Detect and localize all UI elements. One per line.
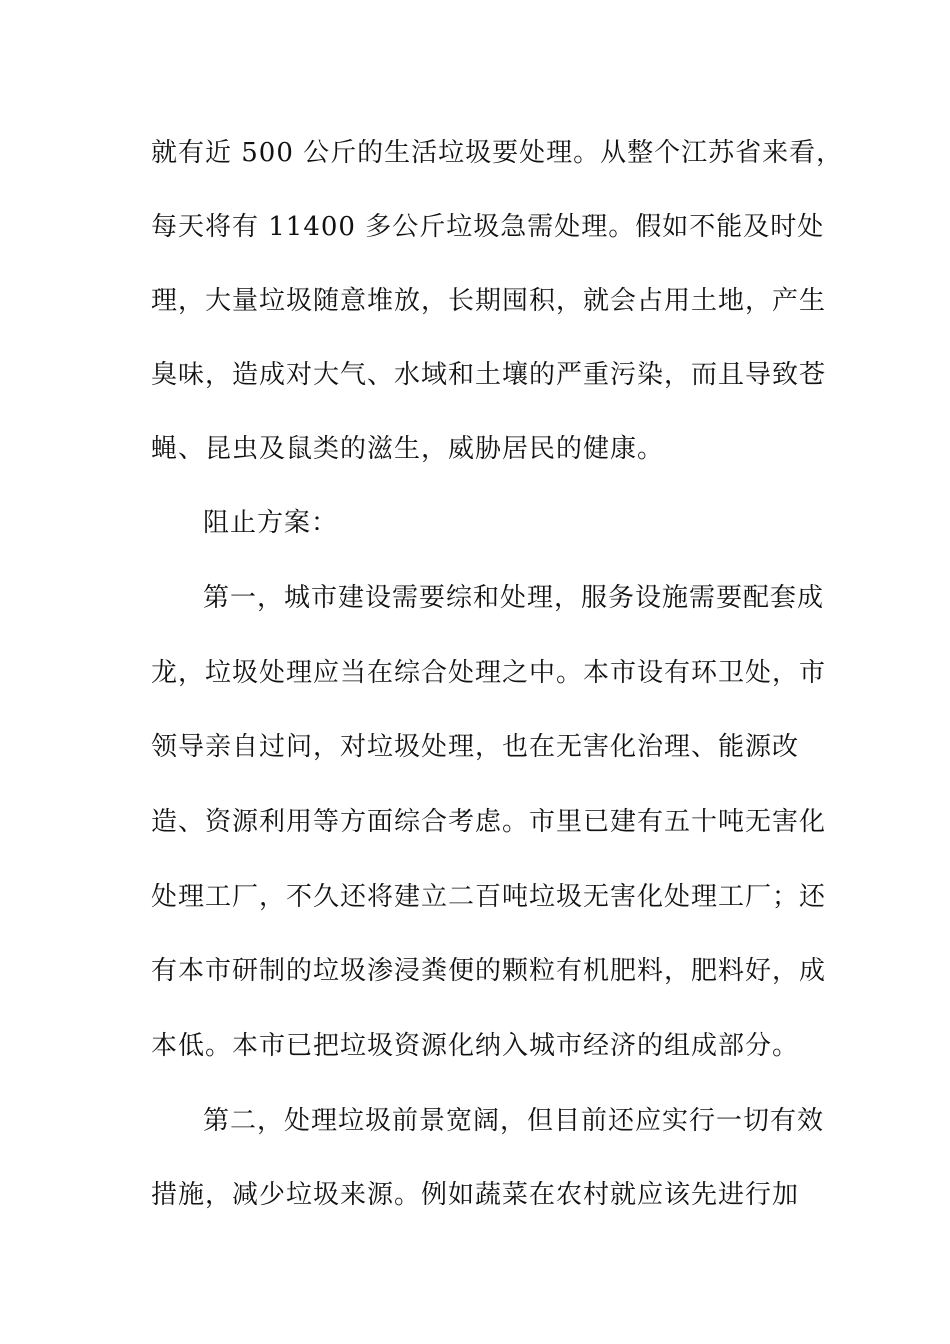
paragraph-first-line: 第一，城市建设需要综和处理，服务设施需要配套成 [203, 583, 825, 613]
text-line: 造、资源利用等方面综合考虑。市里已建有五十吨无害化 [151, 807, 827, 837]
text-line: 处理工厂，不久还将建立二百吨垃圾无害化处理工厂；还 [151, 882, 827, 912]
text-line: 有本市研制的垃圾渗浸粪便的颗粒有机肥料，肥料好，成 [151, 956, 827, 986]
text-line: 臭味，造成对大气、水域和土壤的严重污染，而且导致苍 [151, 360, 827, 390]
text-line: 每天将有 11400 多公斤垃圾急需处理。假如不能及时处 [151, 212, 825, 242]
text-line: 本低。本市已把垃圾资源化纳入城市经济的组成部分。 [151, 1031, 800, 1061]
text-line: 蝇、昆虫及鼠类的滋生，威胁居民的健康。 [151, 434, 665, 464]
text-line: 措施，减少垃圾来源。例如蔬菜在农村就应该先进行加 [151, 1180, 800, 1210]
section-heading: 阻止方案： [203, 508, 339, 538]
text-line: 就有近 500 公斤的生活垃圾要处理。从整个江苏省来看， [151, 138, 844, 168]
text-line: 领导亲自过问，对垃圾处理，也在无害化治理、能源改 [151, 732, 800, 762]
paragraph-first-line: 第二，处理垃圾前景宽阔，但目前还应实行一切有效 [203, 1106, 825, 1136]
text-line: 理，大量垃圾随意堆放，长期囤积，就会占用土地，产生 [151, 286, 827, 316]
text-line: 龙，垃圾处理应当在综合处理之中。本市设有环卫处，市 [151, 658, 827, 688]
